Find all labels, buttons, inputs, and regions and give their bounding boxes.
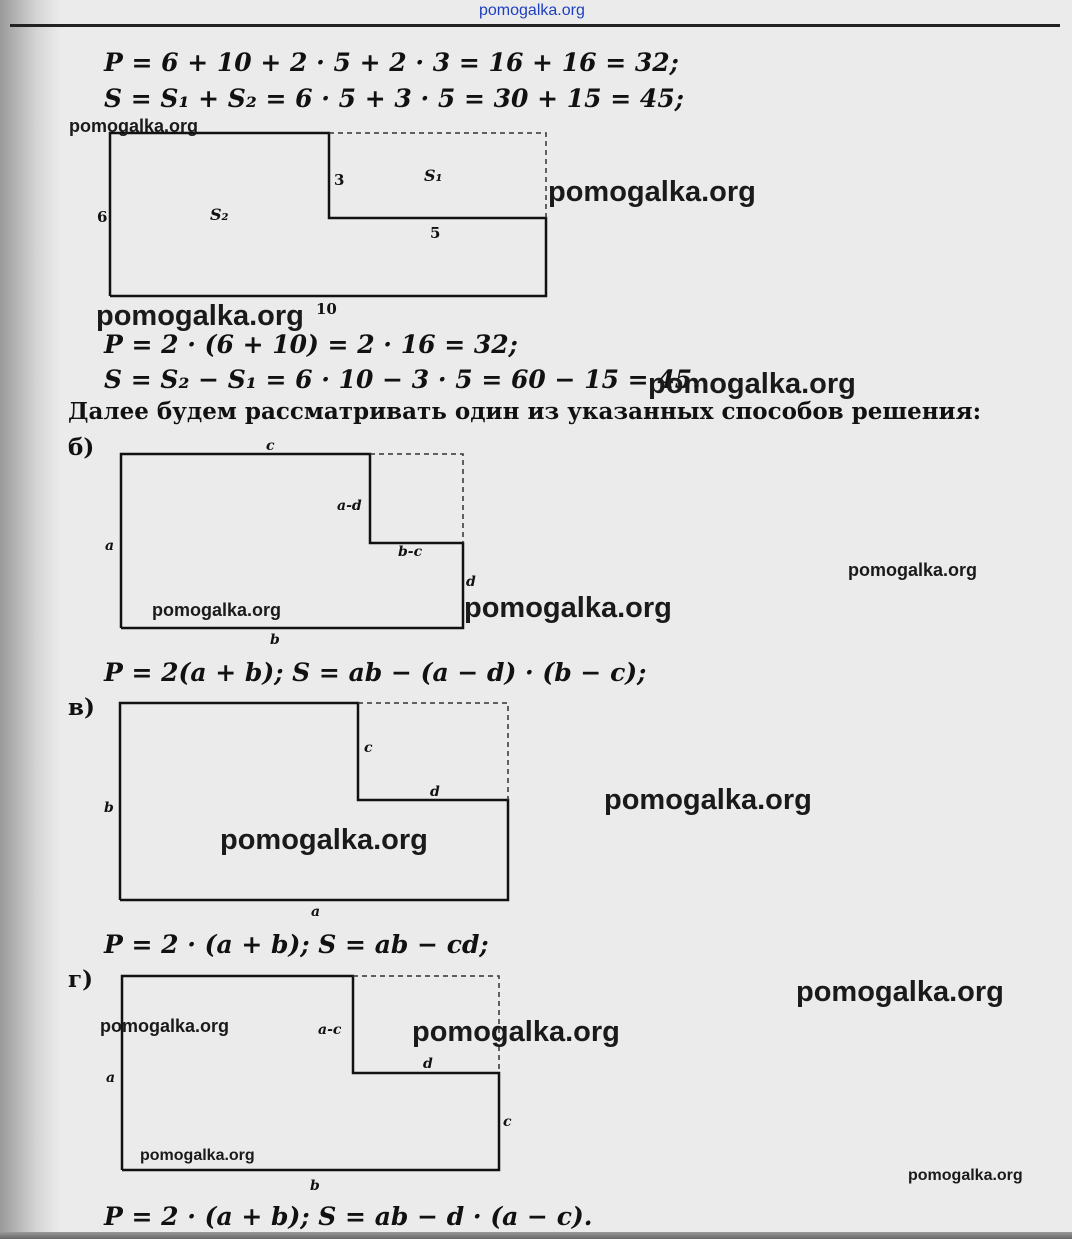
figure-b-label-bottom: b bbox=[270, 632, 280, 648]
watermark: pomogalka.org bbox=[604, 784, 812, 816]
part-b-formula: P = 2(a + b); S = ab − (a − d) · (b − c); bbox=[104, 658, 647, 687]
watermark: pomogalka.org bbox=[69, 116, 199, 136]
figure-b-label-notch-width: b-c bbox=[398, 544, 423, 560]
figure-g-label-left: a bbox=[106, 1070, 116, 1086]
figure-v-label-notch-width: d bbox=[430, 784, 440, 800]
watermark: pomogalka.org bbox=[152, 600, 282, 620]
figure-b-label-right: d bbox=[466, 574, 476, 590]
watermark: pomogalka.org bbox=[464, 592, 672, 624]
figure-v-label-left: b bbox=[104, 800, 114, 816]
bottom-edge bbox=[0, 1232, 1072, 1239]
watermark: pomogalka.org bbox=[908, 1167, 1023, 1184]
watermark: pomogalka.org bbox=[848, 560, 978, 580]
figure-g-label-notch-width: d bbox=[423, 1056, 433, 1072]
figure-g-label-right: c bbox=[503, 1114, 512, 1130]
figure-v-label-notch-height: c bbox=[364, 740, 373, 756]
figure-b-label-notch-height: a-d bbox=[337, 498, 362, 514]
figure-g-label-notch-height: a-c bbox=[318, 1022, 342, 1038]
figure-v-label-bottom: a bbox=[311, 904, 321, 920]
figure-a-label-notch-height: 3 bbox=[334, 171, 345, 189]
part-g-formula: P = 2 · (a + b); S = ab − d · (a − c). bbox=[104, 1202, 593, 1231]
watermark: pomogalka.org bbox=[220, 824, 428, 856]
figure-b-label-top: c bbox=[266, 438, 275, 454]
figure-a-label-bottom: 10 bbox=[316, 300, 337, 318]
figure-g-outline bbox=[122, 976, 499, 1170]
figure-a-label-notch-width: 5 bbox=[430, 224, 441, 242]
figure-g-label-bottom: b bbox=[310, 1178, 320, 1194]
watermark: pomogalka.org bbox=[796, 976, 1004, 1008]
watermark: pomogalka.org bbox=[96, 300, 304, 332]
formula-perimeter-2: P = 2 · (6 + 10) = 2 · 16 = 32; bbox=[104, 330, 518, 359]
part-b-label: б) bbox=[68, 434, 95, 461]
watermark: pomogalka.org bbox=[140, 1147, 255, 1164]
part-g-label: г) bbox=[68, 966, 93, 993]
site-watermark-top[interactable]: pomogalka.org bbox=[479, 2, 585, 19]
watermark: pomogalka.org bbox=[100, 1016, 230, 1036]
figure-b-label-left: a bbox=[105, 538, 115, 554]
formula-area-1: S = S₁ + S₂ = 6 · 5 + 3 · 5 = 30 + 15 = 45; bbox=[104, 84, 684, 113]
figure-a-label-s2: S₂ bbox=[210, 205, 229, 224]
watermark: pomogalka.org bbox=[648, 368, 856, 400]
watermark: pomogalka.org bbox=[412, 1016, 620, 1048]
formula-perimeter-1: P = 6 + 10 + 2 · 5 + 2 · 3 = 16 + 16 = 32; bbox=[104, 48, 679, 77]
transition-text: Далее будем рассматривать один из указанных способов решения: bbox=[68, 398, 982, 425]
figure-a-label-s1: S₁ bbox=[424, 166, 443, 185]
figure-a-label-left: 6 bbox=[97, 208, 108, 226]
formula-area-2: S = S₂ − S₁ = 6 · 10 − 3 · 5 = 60 − 15 = 45. bbox=[104, 365, 701, 394]
part-v-label: в) bbox=[68, 694, 95, 721]
watermark: pomogalka.org bbox=[548, 176, 756, 208]
part-v-formula: P = 2 · (a + b); S = ab − cd; bbox=[104, 930, 489, 959]
